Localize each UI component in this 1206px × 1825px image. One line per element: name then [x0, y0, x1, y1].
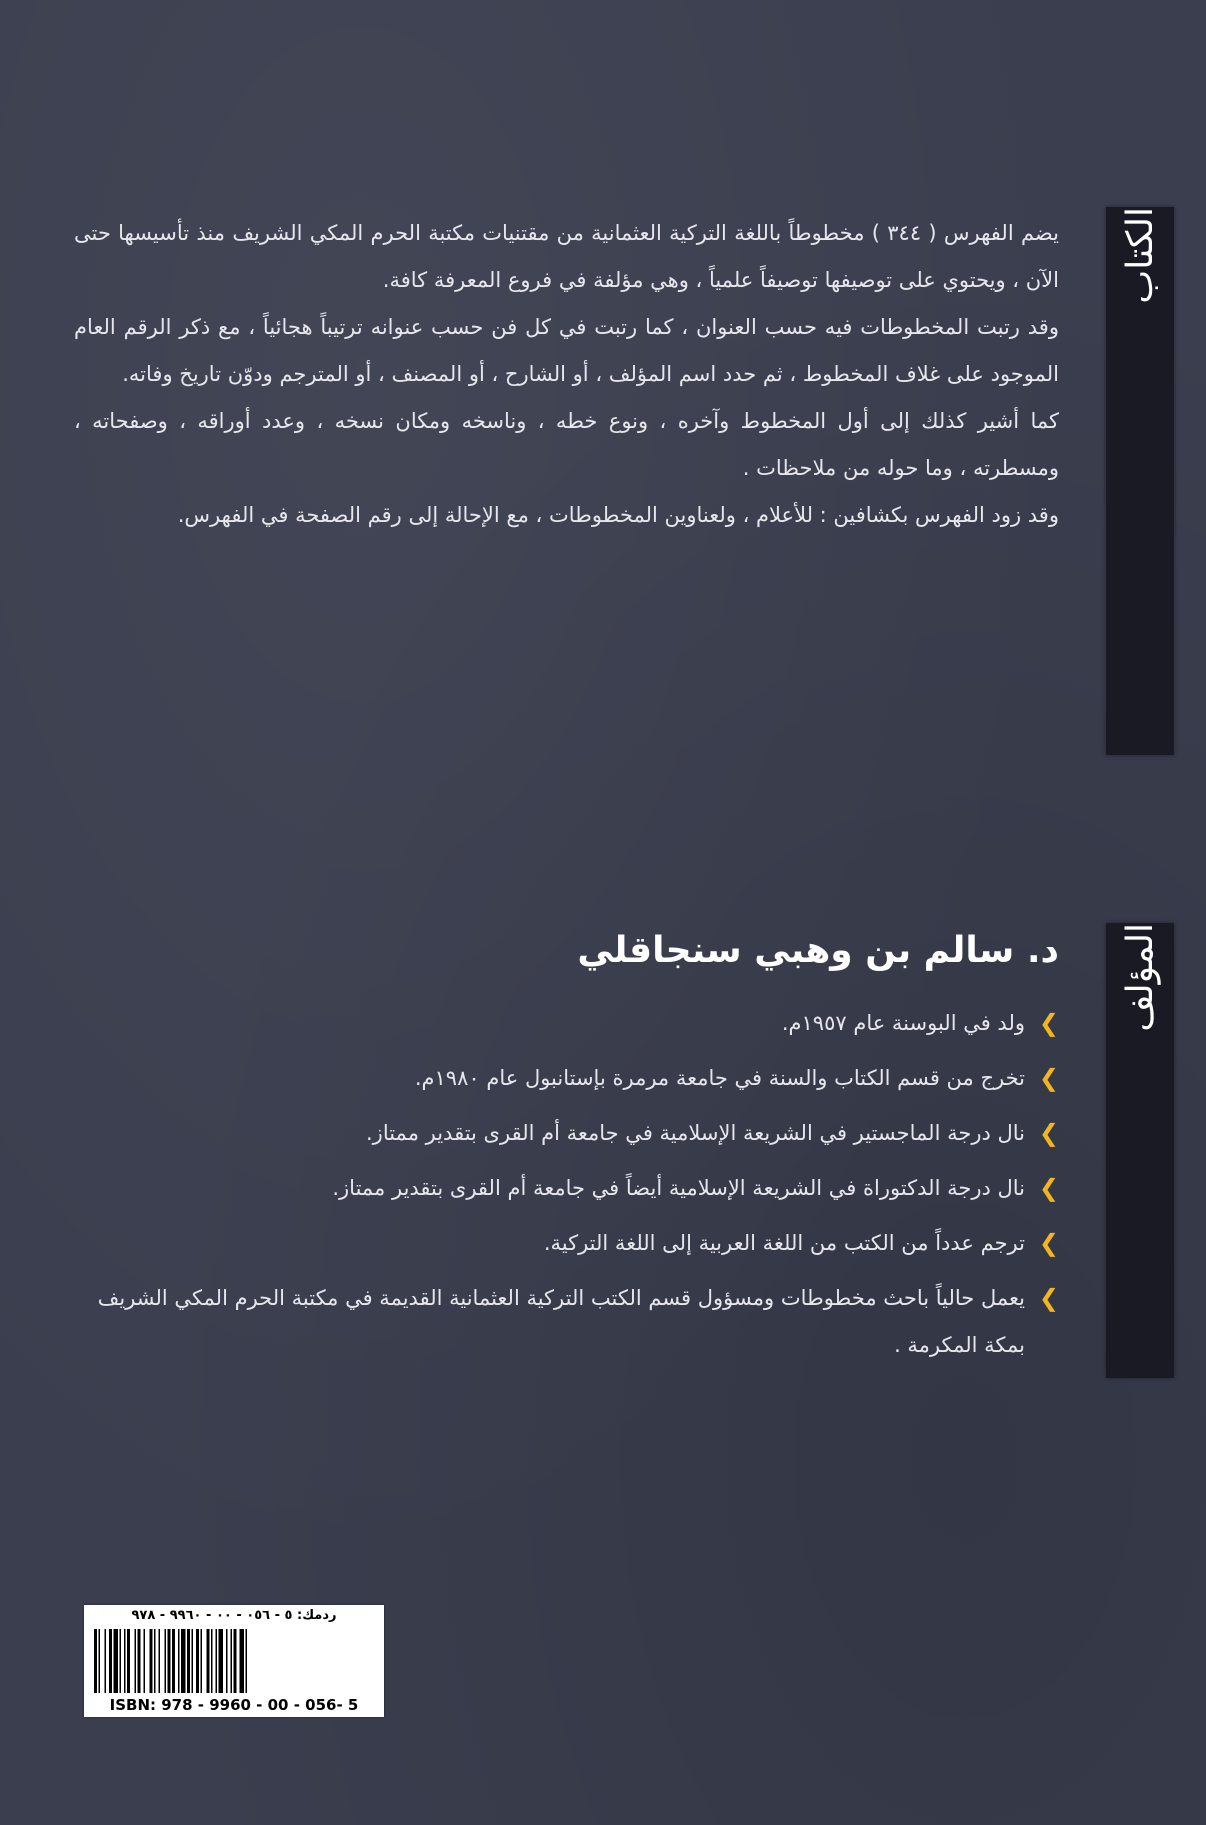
author-bio-item	[74, 1220, 1059, 1267]
author-name: د. سالم بن وهبي سنجاقلي	[577, 930, 1059, 971]
isbn-text: ISBN: 978 - 9960 - 00 - 056- 5	[109, 1696, 359, 1714]
chevron-left-icon: ❯	[1038, 1284, 1059, 1312]
author-bio-text: ترجم عدداً من الكتب من اللغة العربية إلى اللغة التركية.	[543, 1231, 1025, 1255]
book-section-tab-label: الكتاب	[1119, 207, 1161, 304]
author-bio-item	[74, 1055, 1059, 1102]
author-bio-item	[74, 1165, 1059, 1212]
author-bio-text: نال درجة الدكتوراة في الشريعة الإسلامية أيضاً في جامعة أم القرى بتقدير ممتاز.	[332, 1176, 1025, 1200]
book-paragraph: كما أشير كذلك إلى أول المخطوط وآخره ، ونوع خطه ، وناسخه ومكان نسخه ، وعدد أوراقه ، وصفحاته ، ومسطرته ، وما حوله من ملاحظات .	[74, 409, 1059, 480]
author-bio-list	[74, 1000, 1059, 1377]
chevron-left-icon: ❯	[1038, 1009, 1059, 1037]
author-bio-text: يعمل حالياً باحث مخطوطات ومسؤول قسم الكتب التركية العثمانية القديمة في مكتبة الحرم المكي الشريف بمكة المكرمة .	[97, 1286, 1025, 1357]
author-section-tab	[1106, 923, 1174, 1378]
chevron-left-icon: ❯	[1038, 1119, 1059, 1147]
isbn-barcode-label	[84, 1605, 384, 1717]
book-paragraph: وقد رتبت المخطوطات فيه حسب العنوان ، كما رتبت في كل فن حسب عنوانه ترتيباً هجائياً ، مع ذكر الرقم العام الموجود على غلاف المخطوط ، ثم حدد اسم المؤلف ، أو الشارح ، أو المصنف ، أو المترجم ودوّن تاريخ وفاته.	[74, 315, 1059, 386]
author-bio-item	[74, 1000, 1059, 1047]
book-section-tab	[1106, 207, 1174, 755]
chevron-left-icon: ❯	[1038, 1174, 1059, 1202]
author-bio-item	[74, 1275, 1059, 1369]
author-bio-text: تخرج من قسم الكتاب والسنة في جامعة مرمرة بإستانبول عام ١٩٨٠م.	[414, 1066, 1025, 1090]
book-paragraph: يضم الفهرس ( ٣٤٤ ) مخطوطاً باللغة التركية العثمانية من مقتنيات مكتبة الحرم المكي الشريف منذ تأسيسها حتى الآن ، ويحتوي على توصيفها توصيفاً علمياً ، وهي مؤلفة في فروع المعرفة كافة.	[74, 221, 1059, 292]
arabic-isbn-text: ردمك: ٥ - ٠٥٦ - ٠٠ - ٩٩٦٠ - ٩٧٨	[131, 1608, 337, 1623]
barcode-icon	[92, 1629, 376, 1693]
chevron-left-icon: ❯	[1038, 1229, 1059, 1257]
author-section-tab-label: المؤلف	[1119, 923, 1161, 1032]
author-bio-text: ولد في البوسنة عام ١٩٥٧م.	[781, 1011, 1025, 1035]
author-bio-text: نال درجة الماجستير في الشريعة الإسلامية في جامعة أم القرى بتقدير ممتاز.	[366, 1121, 1025, 1145]
book-description	[74, 210, 1059, 539]
author-bio-item	[74, 1110, 1059, 1157]
chevron-left-icon: ❯	[1038, 1064, 1059, 1092]
book-paragraph: وقد زود الفهرس بكشافين : للأعلام ، ولعناوين المخطوطات ، مع الإحالة إلى رقم الصفحة في الفهرس.	[177, 503, 1059, 527]
